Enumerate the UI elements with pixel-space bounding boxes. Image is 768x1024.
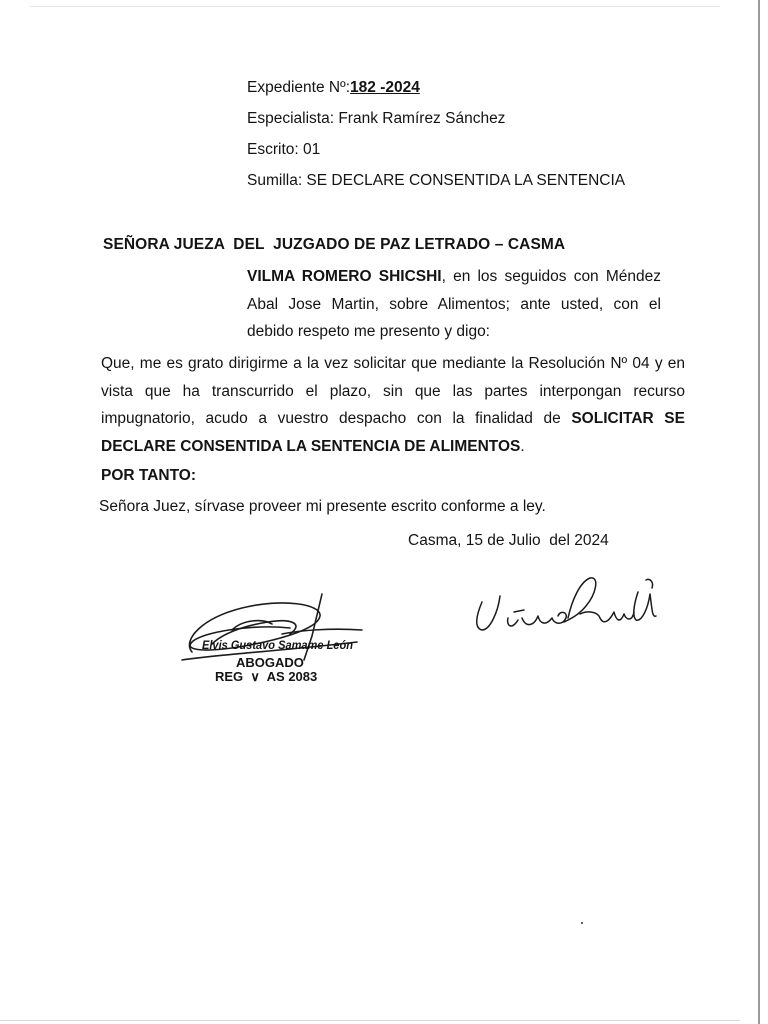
expediente-label: Expediente Nº:	[247, 79, 351, 96]
addressee-heading: SEÑORA JUEZA DEL JUZGADO DE PAZ LETRADO – CASMA	[103, 236, 566, 253]
lawyer-stamp-title: ABOGADO	[236, 655, 304, 670]
lawyer-stamp-name: Elvis Gustavo Samame León	[202, 638, 353, 652]
request-text: Que, me es grato dirigirme a la vez solicitar que mediante la Resolución Nº 04 y en vista que ha transcurrido el plazo, sin que las partes interpongan recurso impugnatorio, acudo a vuestro despacho con la finalidad de	[101, 355, 685, 427]
expediente-number: 182 -2024	[350, 79, 420, 96]
page-bottom-edge	[0, 1020, 740, 1021]
page-top-edge	[30, 6, 720, 7]
page-right-edge	[758, 0, 760, 1024]
request-end: .	[520, 437, 525, 455]
place-date: Casma, 15 de Julio del 2024	[408, 532, 609, 549]
intro-paragraph	[247, 263, 661, 346]
request-emphasis: SOLICITAR SE DECLARE CONSENTIDA LA SENTENCIA DE ALIMENTOS	[101, 410, 685, 455]
scan-speck	[581, 922, 583, 924]
sumilla-line: Sumilla: SE DECLARE CONSENTIDA LA SENTENCIA	[247, 172, 626, 189]
lawyer-stamp-registration: REG ∨ AS 2083	[215, 669, 318, 684]
petitioner-name: VILMA ROMERO SHICSHI	[247, 268, 442, 285]
por-tanto-heading: POR TANTO:	[101, 467, 197, 484]
intro-text: , en los seguidos con Méndez Abal Jose Martin, sobre Alimentos; ante usted, con el debido respeto me presento y digo:	[247, 268, 661, 340]
request-paragraph	[101, 350, 685, 460]
escrito-line: Escrito: 01	[247, 141, 321, 158]
closing-request: Señora Juez, sírvase proveer mi presente escrito conforme a ley.	[99, 498, 546, 515]
expediente-line	[247, 79, 420, 97]
especialista-line: Especialista: Frank Ramírez Sánchez	[247, 110, 506, 127]
petitioner-signature	[468, 572, 668, 638]
